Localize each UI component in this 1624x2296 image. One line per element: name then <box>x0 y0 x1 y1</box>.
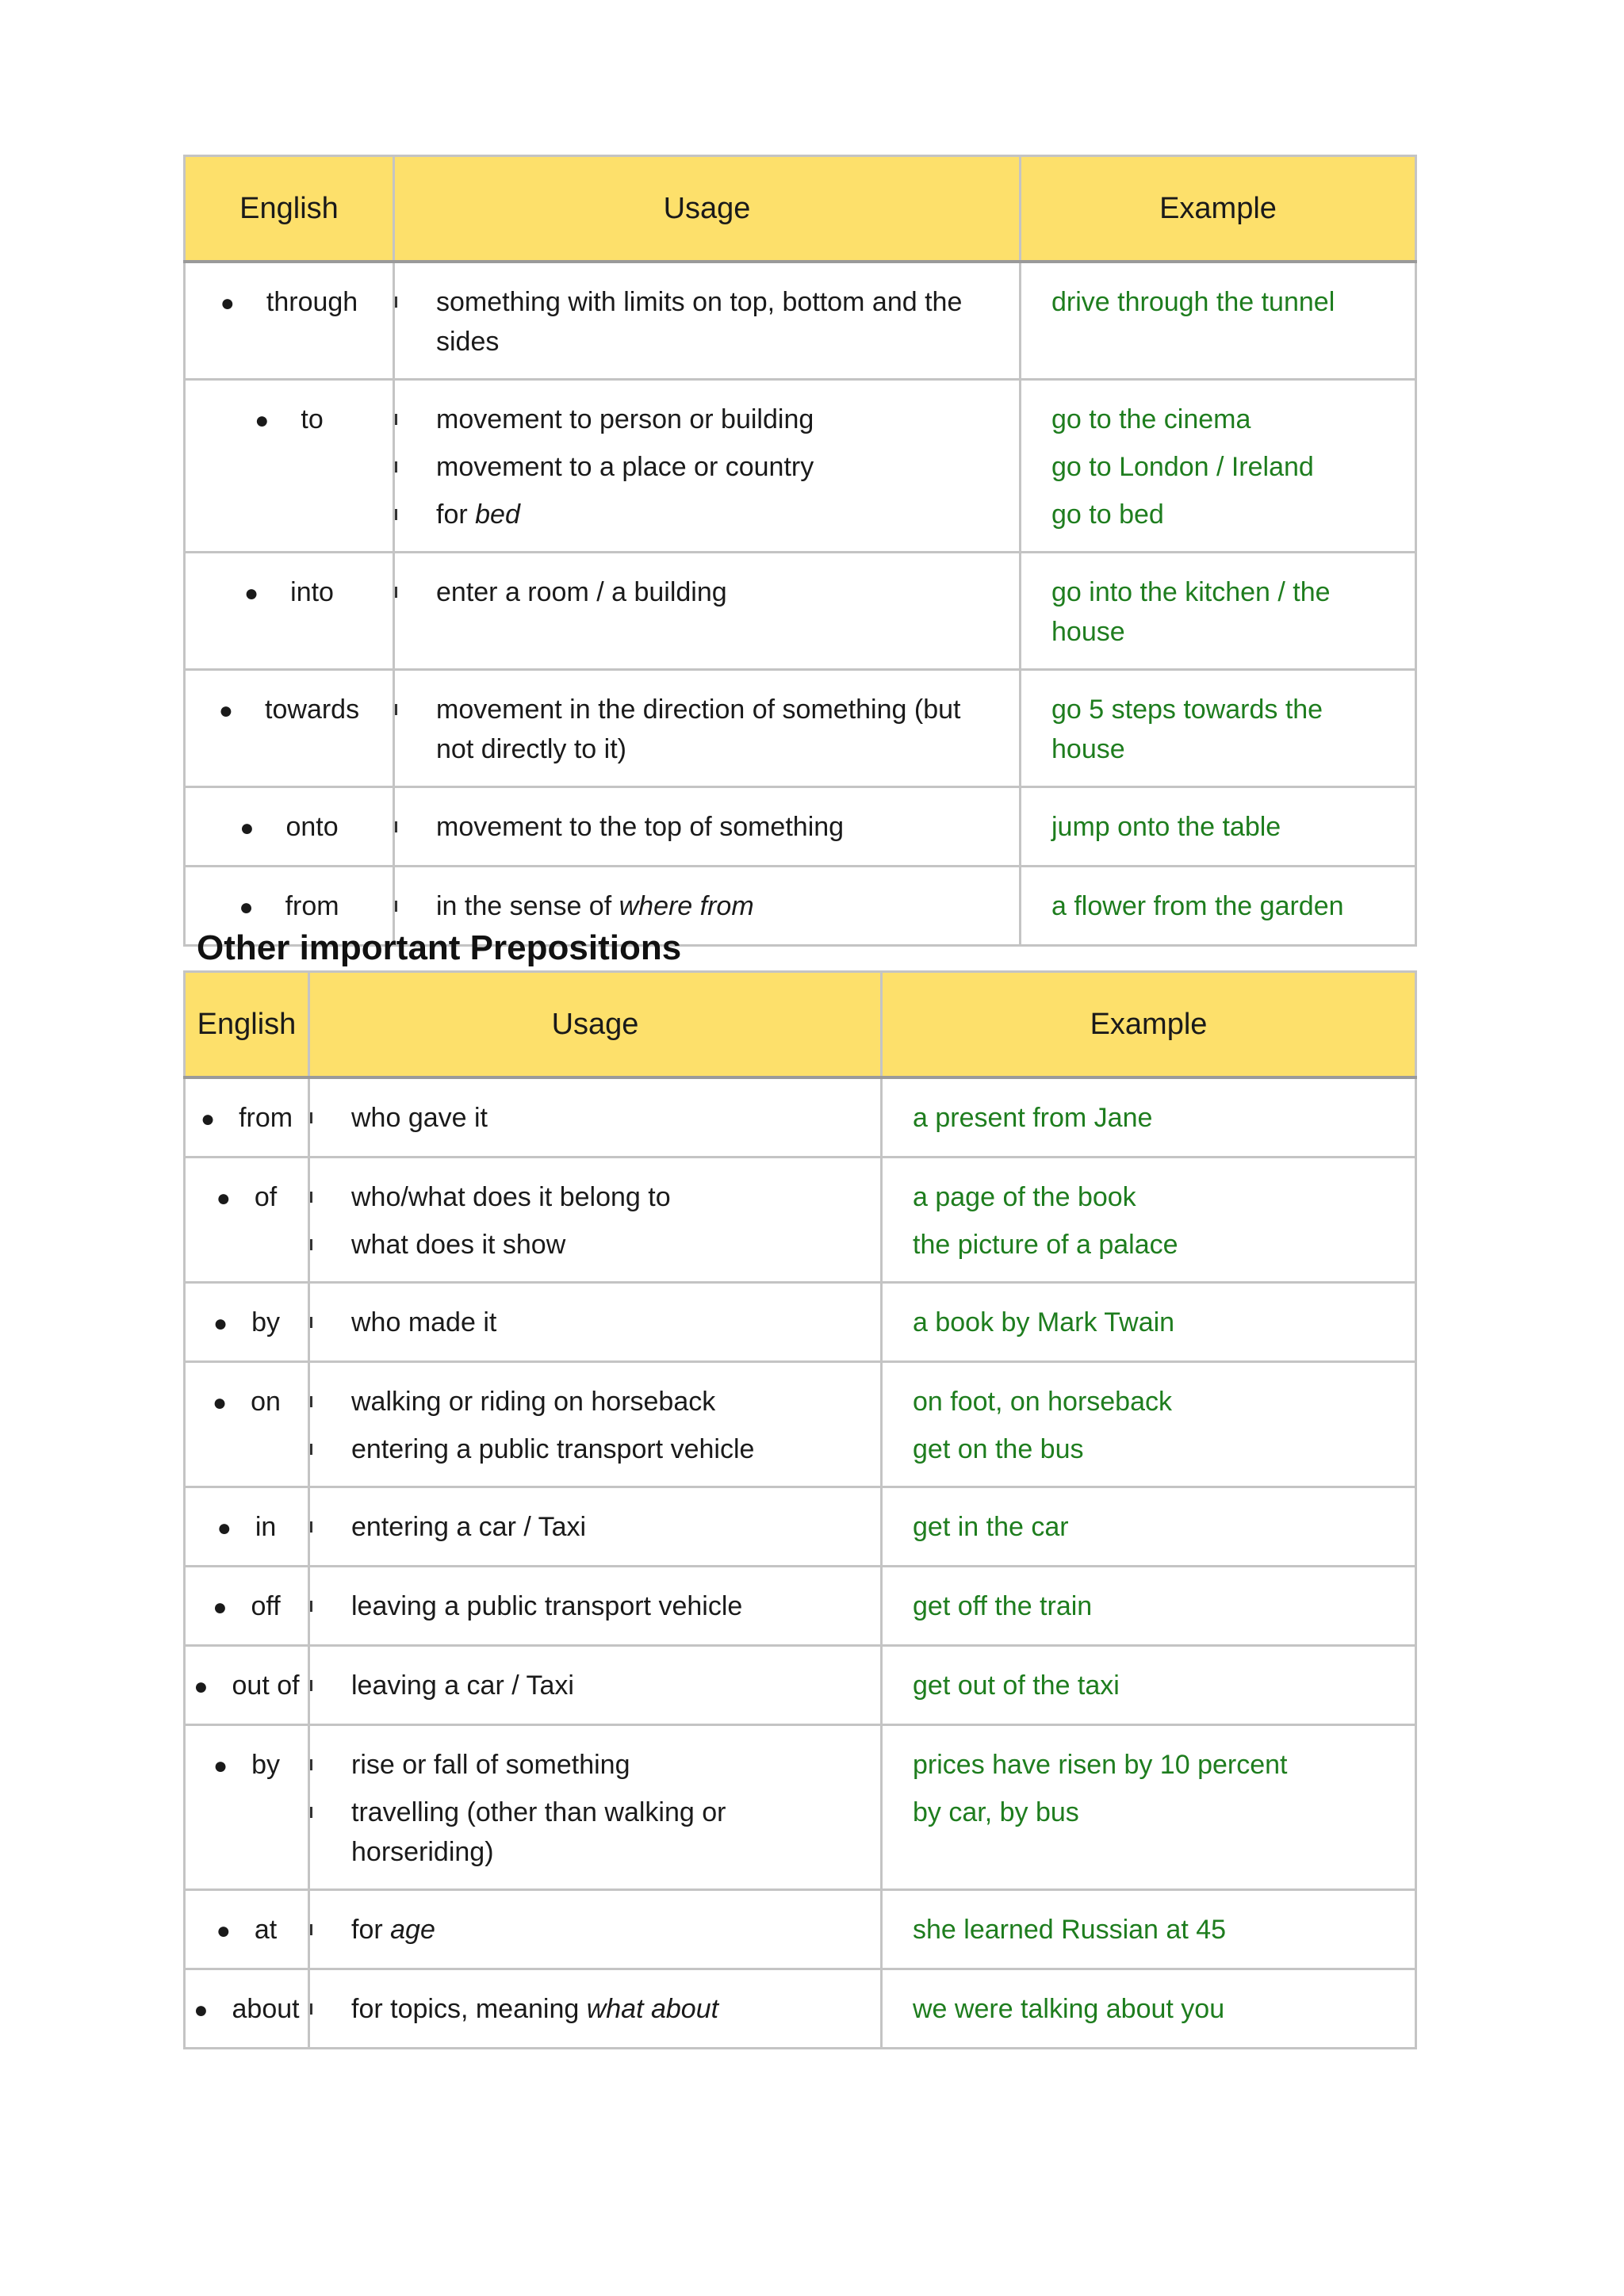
table-row <box>185 262 1416 380</box>
usage-text: who/what does it belong to <box>351 1177 856 1217</box>
table-header-row <box>185 972 1416 1078</box>
preposition: into <box>290 577 334 607</box>
usage-cell <box>309 1362 882 1487</box>
example-text: by car, by bus <box>913 1797 1079 1827</box>
bullet-icon: ● <box>213 1311 228 1337</box>
preposition-cell <box>185 1487 309 1567</box>
example-cell <box>1021 670 1416 787</box>
usage-text: who made it <box>351 1303 856 1342</box>
header-english: English <box>185 972 309 1078</box>
preposition: out of <box>232 1670 300 1701</box>
usage-cell <box>309 1283 882 1362</box>
bullet-icon: ● <box>213 1594 228 1621</box>
example-text: on foot, on horseback <box>913 1387 1173 1417</box>
preposition-cell <box>185 787 394 867</box>
usage-text: for age <box>351 1910 856 1950</box>
bullet-icon: ● <box>220 290 235 316</box>
example-text: get out of the taxi <box>913 1670 1120 1701</box>
bullet-icon: ● <box>193 1674 209 1700</box>
bullet-icon: ● <box>216 1918 231 1944</box>
usage-cell <box>394 380 1021 553</box>
usage-text: who gave it <box>351 1098 856 1138</box>
preposition-cell <box>185 1646 309 1725</box>
example-text: jump onto the table <box>1051 812 1281 842</box>
usage-cell <box>309 1158 882 1283</box>
section-title: Other important Prepositions <box>197 928 682 967</box>
preposition: of <box>254 1182 278 1212</box>
usage-cell <box>309 1077 882 1158</box>
preposition: from <box>239 1103 293 1133</box>
bullet-icon: ● <box>193 1997 209 2023</box>
example-cell <box>882 1969 1416 2049</box>
preposition: through <box>266 287 358 317</box>
example-text: go to the cinema <box>1051 404 1251 434</box>
preposition: off <box>251 1591 281 1621</box>
example-text: get off the train <box>913 1591 1093 1621</box>
usage-text: entering a public transport vehicle <box>351 1429 856 1469</box>
example-cell <box>882 1158 1416 1283</box>
usage-cell <box>394 787 1021 867</box>
table-row <box>185 1646 1416 1725</box>
usage-text: what does it show <box>351 1225 856 1265</box>
usage-text: enter a room / a building <box>436 572 995 612</box>
usage-cell <box>309 1969 882 2049</box>
preposition: in <box>255 1512 277 1542</box>
example-cell <box>882 1487 1416 1567</box>
usage-cell <box>309 1567 882 1646</box>
example-cell <box>882 1646 1416 1725</box>
example-cell <box>1021 380 1416 553</box>
example-text: go 5 steps towards the house <box>1051 695 1323 764</box>
usage-text: for topics, meaning what about <box>351 1989 856 2029</box>
preposition-cell <box>185 1077 309 1158</box>
preposition: from <box>285 891 339 921</box>
usage-cell <box>309 1725 882 1890</box>
table-row <box>185 1077 1416 1158</box>
preposition-cell <box>185 1969 309 2049</box>
preposition-cell <box>185 670 394 787</box>
bullet-icon: ● <box>218 698 234 724</box>
table-row <box>185 1158 1416 1283</box>
bullet-icon: ● <box>213 1390 228 1416</box>
usage-cell <box>309 1487 882 1567</box>
usage-cell <box>309 1646 882 1725</box>
table-row <box>185 1969 1416 2049</box>
table-row <box>185 787 1416 867</box>
preposition-cell <box>185 262 394 380</box>
table-row <box>185 1487 1416 1567</box>
table-row <box>185 1283 1416 1362</box>
header-usage: Usage <box>394 156 1021 262</box>
example-text: go to London / Ireland <box>1051 452 1314 482</box>
usage-text: entering a car / Taxi <box>351 1507 856 1547</box>
example-cell <box>882 1890 1416 1969</box>
preposition: at <box>254 1915 278 1945</box>
example-cell <box>1021 553 1416 670</box>
example-text: the picture of a palace <box>913 1230 1178 1260</box>
header-example: Example <box>882 972 1416 1078</box>
example-cell <box>1021 787 1416 867</box>
example-cell <box>882 1077 1416 1158</box>
example-cell <box>1021 867 1416 946</box>
example-cell <box>882 1567 1416 1646</box>
example-text: a page of the book <box>913 1182 1136 1212</box>
header-usage: Usage <box>309 972 882 1078</box>
header-english: English <box>185 156 394 262</box>
example-text: prices have risen by 10 percent <box>913 1750 1288 1780</box>
example-text: a book by Mark Twain <box>913 1307 1175 1337</box>
table-header-row <box>185 156 1416 262</box>
table-row <box>185 1362 1416 1487</box>
preposition-cell <box>185 1283 309 1362</box>
usage-text: leaving a car / Taxi <box>351 1666 856 1705</box>
example-text: a flower from the garden <box>1051 891 1344 921</box>
usage-text: movement to a place or country <box>436 447 995 487</box>
preposition-cell <box>185 1890 309 1969</box>
header-example: Example <box>1021 156 1416 262</box>
table-row <box>185 553 1416 670</box>
bullet-icon: ● <box>216 1185 231 1211</box>
preposition: on <box>251 1387 281 1417</box>
example-text: go into the kitchen / the house <box>1051 577 1331 647</box>
bullet-icon: ● <box>213 1753 228 1779</box>
preposition-cell <box>185 553 394 670</box>
usage-text: travelling (other than walking or horseriding) <box>351 1793 856 1872</box>
example-cell <box>882 1725 1416 1890</box>
bullet-icon: ● <box>200 1106 216 1132</box>
usage-text: movement to person or building <box>436 400 995 439</box>
preposition-cell <box>185 1567 309 1646</box>
preposition: about <box>232 1994 300 2024</box>
usage-text: rise or fall of something <box>351 1745 856 1785</box>
example-text: she learned Russian at 45 <box>913 1915 1227 1945</box>
bullet-icon: ● <box>239 815 255 841</box>
usage-text: in the sense of where from <box>436 886 995 926</box>
preposition-cell <box>185 1725 309 1890</box>
usage-cell <box>394 553 1021 670</box>
usage-text: walking or riding on horseback <box>351 1382 856 1422</box>
table-row <box>185 1567 1416 1646</box>
usage-cell <box>394 262 1021 380</box>
example-text: we were talking about you <box>913 1994 1225 2024</box>
usage-text: for bed <box>436 495 995 534</box>
usage-text: something with limits on top, bottom and the sides <box>436 282 995 362</box>
preposition: by <box>251 1750 281 1780</box>
usage-text: movement to the top of something <box>436 807 995 847</box>
preposition-cell <box>185 1362 309 1487</box>
bullet-icon: ● <box>239 894 254 920</box>
table-row <box>185 380 1416 553</box>
preposition-cell <box>185 1158 309 1283</box>
preposition: onto <box>285 812 339 842</box>
example-cell <box>1021 262 1416 380</box>
directions-table <box>183 155 1417 947</box>
table-row <box>185 1890 1416 1969</box>
bullet-icon: ● <box>255 408 270 434</box>
example-cell <box>882 1362 1416 1487</box>
other-prepositions-table <box>183 970 1417 2049</box>
example-text: drive through the tunnel <box>1051 287 1335 317</box>
example-text: get on the bus <box>913 1434 1084 1464</box>
table-row <box>185 670 1416 787</box>
usage-text: movement in the direction of something (but not directly to it) <box>436 690 995 769</box>
usage-cell <box>394 670 1021 787</box>
preposition-cell <box>185 380 394 553</box>
bullet-icon: ● <box>244 580 259 607</box>
table-row <box>185 1725 1416 1890</box>
preposition: by <box>251 1307 281 1337</box>
bullet-icon: ● <box>216 1515 232 1541</box>
example-text: go to bed <box>1051 499 1164 530</box>
usage-text: leaving a public transport vehicle <box>351 1586 856 1626</box>
preposition: to <box>301 404 324 434</box>
example-cell <box>882 1283 1416 1362</box>
example-text: get in the car <box>913 1512 1069 1542</box>
example-text: a present from Jane <box>913 1103 1153 1133</box>
usage-cell <box>309 1890 882 1969</box>
preposition: towards <box>265 695 360 725</box>
